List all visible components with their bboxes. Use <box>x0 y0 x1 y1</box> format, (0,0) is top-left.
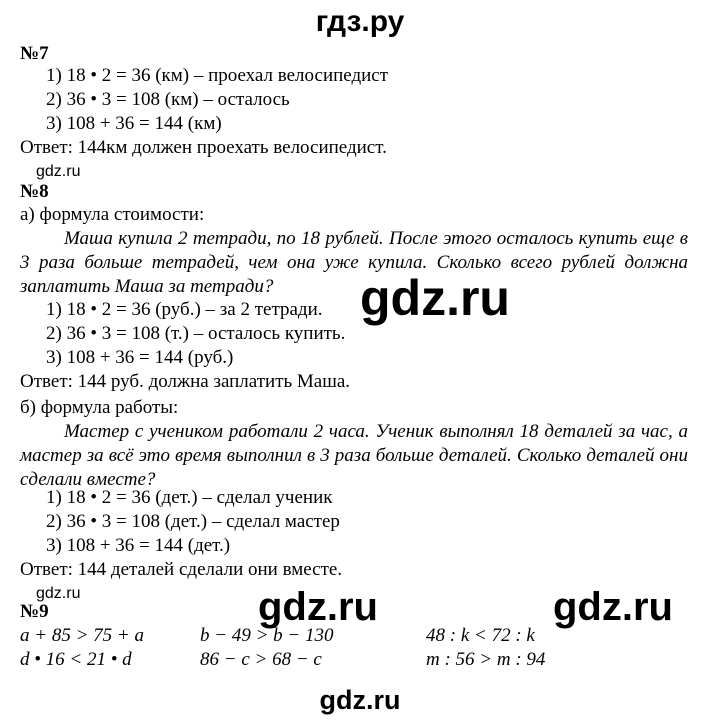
task-8a-problem: Маша купила 2 тетради, по 18 рублей. После этого осталось купить еще в 3 раза больше тетрадей, чем она уже купила. Сколько всего рублей должна заплатить Маша за тетради? <box>20 228 688 297</box>
watermark-mid-2: gdz.ru <box>553 585 673 629</box>
task-9-number: №9 <box>20 601 49 622</box>
watermark-small-2: gdz.ru <box>36 585 81 602</box>
watermark-small-1: gdz.ru <box>36 163 81 180</box>
site-header: гдз.ру <box>315 5 405 38</box>
task-8b-step-3: 3) 108 + 36 = 144 (дет.) <box>46 535 231 556</box>
task-7-step-2: 2) 36 • 3 = 108 (км) – осталось <box>46 89 290 110</box>
task-8-number: №8 <box>20 181 49 202</box>
task-8b-heading: б) формула работы: <box>20 397 179 418</box>
watermark-mid-1: gdz.ru <box>258 585 378 629</box>
task-7-step-1: 1) 18 • 2 = 36 (км) – проехал велосипедист <box>46 65 389 86</box>
task-8a-heading: а) формула стоимости: <box>20 204 205 225</box>
task-8b-step-1: 1) 18 • 2 = 36 (дет.) – сделал ученик <box>46 487 333 508</box>
task-7-step-3: 3) 108 + 36 = 144 (км) <box>46 113 222 134</box>
task-8a-step-3: 3) 108 + 36 = 144 (руб.) <box>46 347 234 368</box>
task-7-number: №7 <box>20 43 49 64</box>
task-8b-step-2: 2) 36 • 3 = 108 (дет.) – сделал мастер <box>46 511 340 532</box>
task-8a-answer: Ответ: 144 руб. должна заплатить Маша. <box>20 371 351 392</box>
task-8b-problem: Мастер с учеником работали 2 часа. Ученик выполнял 18 деталей за час, а мастер за всё это время выполнил в 3 раза больше деталей. Сколько деталей они сделали вместе? <box>20 421 688 490</box>
watermark-big: gdz.ru <box>360 270 510 326</box>
task-9-inequality-6: m : 56 > m : 94 <box>426 649 546 670</box>
task-9-inequality-1: a + 85 > 75 + a <box>20 625 144 646</box>
task-8a-step-1: 1) 18 • 2 = 36 (руб.) – за 2 тетради. <box>46 299 323 320</box>
task-8b-answer: Ответ: 144 деталей сделали они вместе. <box>20 559 343 580</box>
task-9-inequality-4: d • 16 < 21 • d <box>20 649 132 670</box>
task-7-answer: Ответ: 144км должен проехать велосипедист. <box>20 137 387 158</box>
task-8a-step-2: 2) 36 • 3 = 108 (т.) – осталось купить. <box>46 323 346 344</box>
task-9-inequality-3: 48 : k < 72 : k <box>426 625 535 646</box>
task-9-inequality-2: b − 49 > b − 130 <box>200 625 334 646</box>
task-9-inequality-5: 86 − c > 68 − c <box>200 649 322 670</box>
watermark-bottom: gdz.ru <box>319 685 401 715</box>
